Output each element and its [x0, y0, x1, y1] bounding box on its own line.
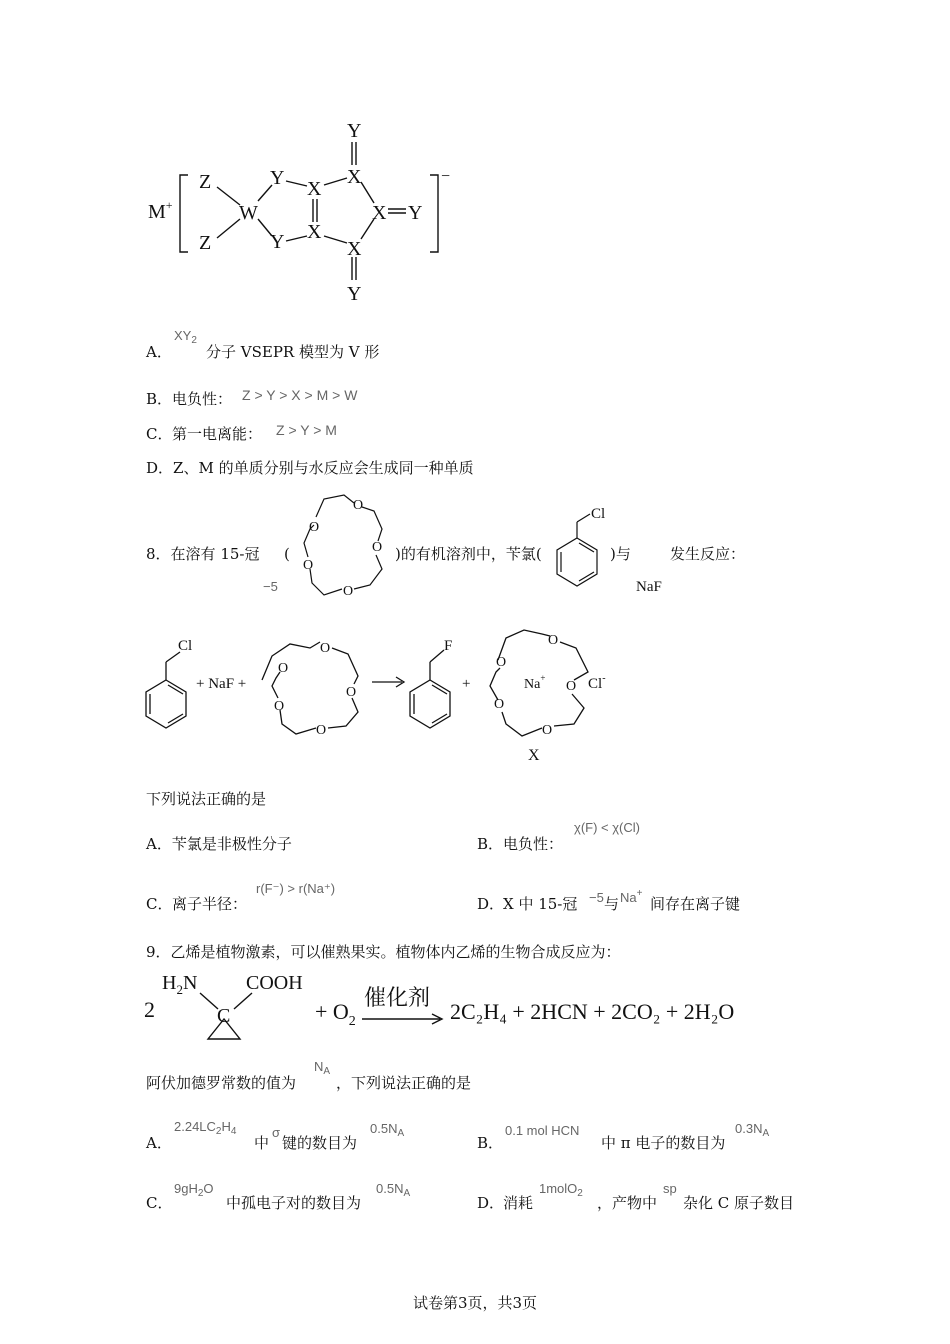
q8-stem-part4: 发生反应： — [670, 545, 746, 563]
o-atom: O — [548, 633, 559, 648]
eq-carbon: C — [217, 1005, 231, 1027]
o-atom: O — [496, 655, 507, 670]
o-atom: O — [542, 723, 553, 738]
eq-coefficient: 2 — [144, 997, 155, 1022]
product-label-x: X — [528, 747, 540, 764]
q8-stem-paren: ( — [284, 545, 290, 563]
atom-x-right: X — [372, 202, 387, 224]
o-atom: O — [494, 697, 505, 712]
page-footer: 试卷第3页，共3页 — [412, 1294, 538, 1312]
q8-naf-label: NaF — [636, 579, 662, 595]
atom-y-bottom-left: Y — [270, 231, 285, 253]
o-atom: O — [274, 699, 285, 714]
atom-z-bottom: Z — [199, 232, 212, 254]
anion-charge: − — [441, 168, 451, 185]
f-atom: F — [444, 638, 453, 654]
atom-w: W — [239, 202, 258, 224]
q9-equation — [140, 965, 760, 1045]
q8-question: 下列说法正确的是 — [146, 790, 267, 808]
na-ion: Na+ — [524, 673, 546, 692]
atom-x-left-top: X — [307, 178, 322, 200]
q8-stem-part2: )的有机溶剂中，苄氯( — [395, 545, 542, 563]
o-atom: O — [320, 641, 331, 656]
o-atom: O — [316, 723, 327, 738]
q8-stem-line: 8．在溶有 15-冠 — [146, 545, 260, 563]
atom-y-top: Y — [347, 120, 362, 142]
q7-option-d: D．Z、M 的单质分别与水反应会生成同一种单质 — [146, 459, 474, 477]
q8-crown-ether-small — [290, 485, 398, 605]
o-atom: O — [343, 584, 354, 599]
q7-a-formula: $XY_2$ — [174, 328, 197, 346]
atom-x-top: X — [347, 166, 362, 188]
q9-stem: 9．乙烯是植物激素，可以催熟果实。植物体内乙烯的生物合成反应为： — [146, 943, 621, 961]
o-atom: O — [303, 558, 314, 573]
o-atom: O — [278, 661, 289, 676]
o-atom: O — [566, 679, 577, 694]
eq-cooh: COOH — [246, 972, 303, 994]
o-atom: O — [309, 520, 320, 535]
cl-atom: Cl — [178, 638, 193, 654]
eq-h2n: $H_2N$ — [162, 972, 198, 997]
atom-y-top-left: Y — [270, 167, 285, 189]
cl-ion: Cl- — [588, 673, 606, 692]
cl-atom: Cl — [591, 506, 606, 522]
eq-products: 2C₂H₄ + 2HCN + 2CO₂ + 2H₂O — [450, 999, 735, 1024]
atom-z-top: Z — [199, 171, 212, 193]
q8-option-a: A．苄氯是非极性分子 — [146, 835, 292, 853]
plus-naf-plus: + NaF + — [196, 676, 247, 692]
atom-y-bottom: Y — [347, 283, 362, 305]
eq-catalyst: 催化剂 — [364, 986, 431, 1011]
structure-diagram-1 — [140, 115, 470, 310]
q8-stem-crown-sub: −5 — [263, 579, 278, 594]
q8-c-formula: r(F⁻) > r(Na⁺) — [256, 881, 336, 896]
q8-stem-part3: )与 — [610, 545, 631, 563]
cation-symbol: M+ — [148, 198, 173, 223]
o-atom: O — [346, 685, 357, 700]
eq-plus-o2: + $O_2$ — [315, 999, 356, 1029]
atom-x-left-bottom: X — [307, 221, 322, 243]
atom-y-right: Y — [408, 202, 423, 224]
o-atom: O — [353, 498, 364, 513]
q8-reaction-scheme — [140, 620, 620, 770]
plus-sign: + — [462, 676, 471, 692]
o-atom: O — [372, 540, 383, 555]
atom-x-bottom: X — [347, 238, 362, 260]
